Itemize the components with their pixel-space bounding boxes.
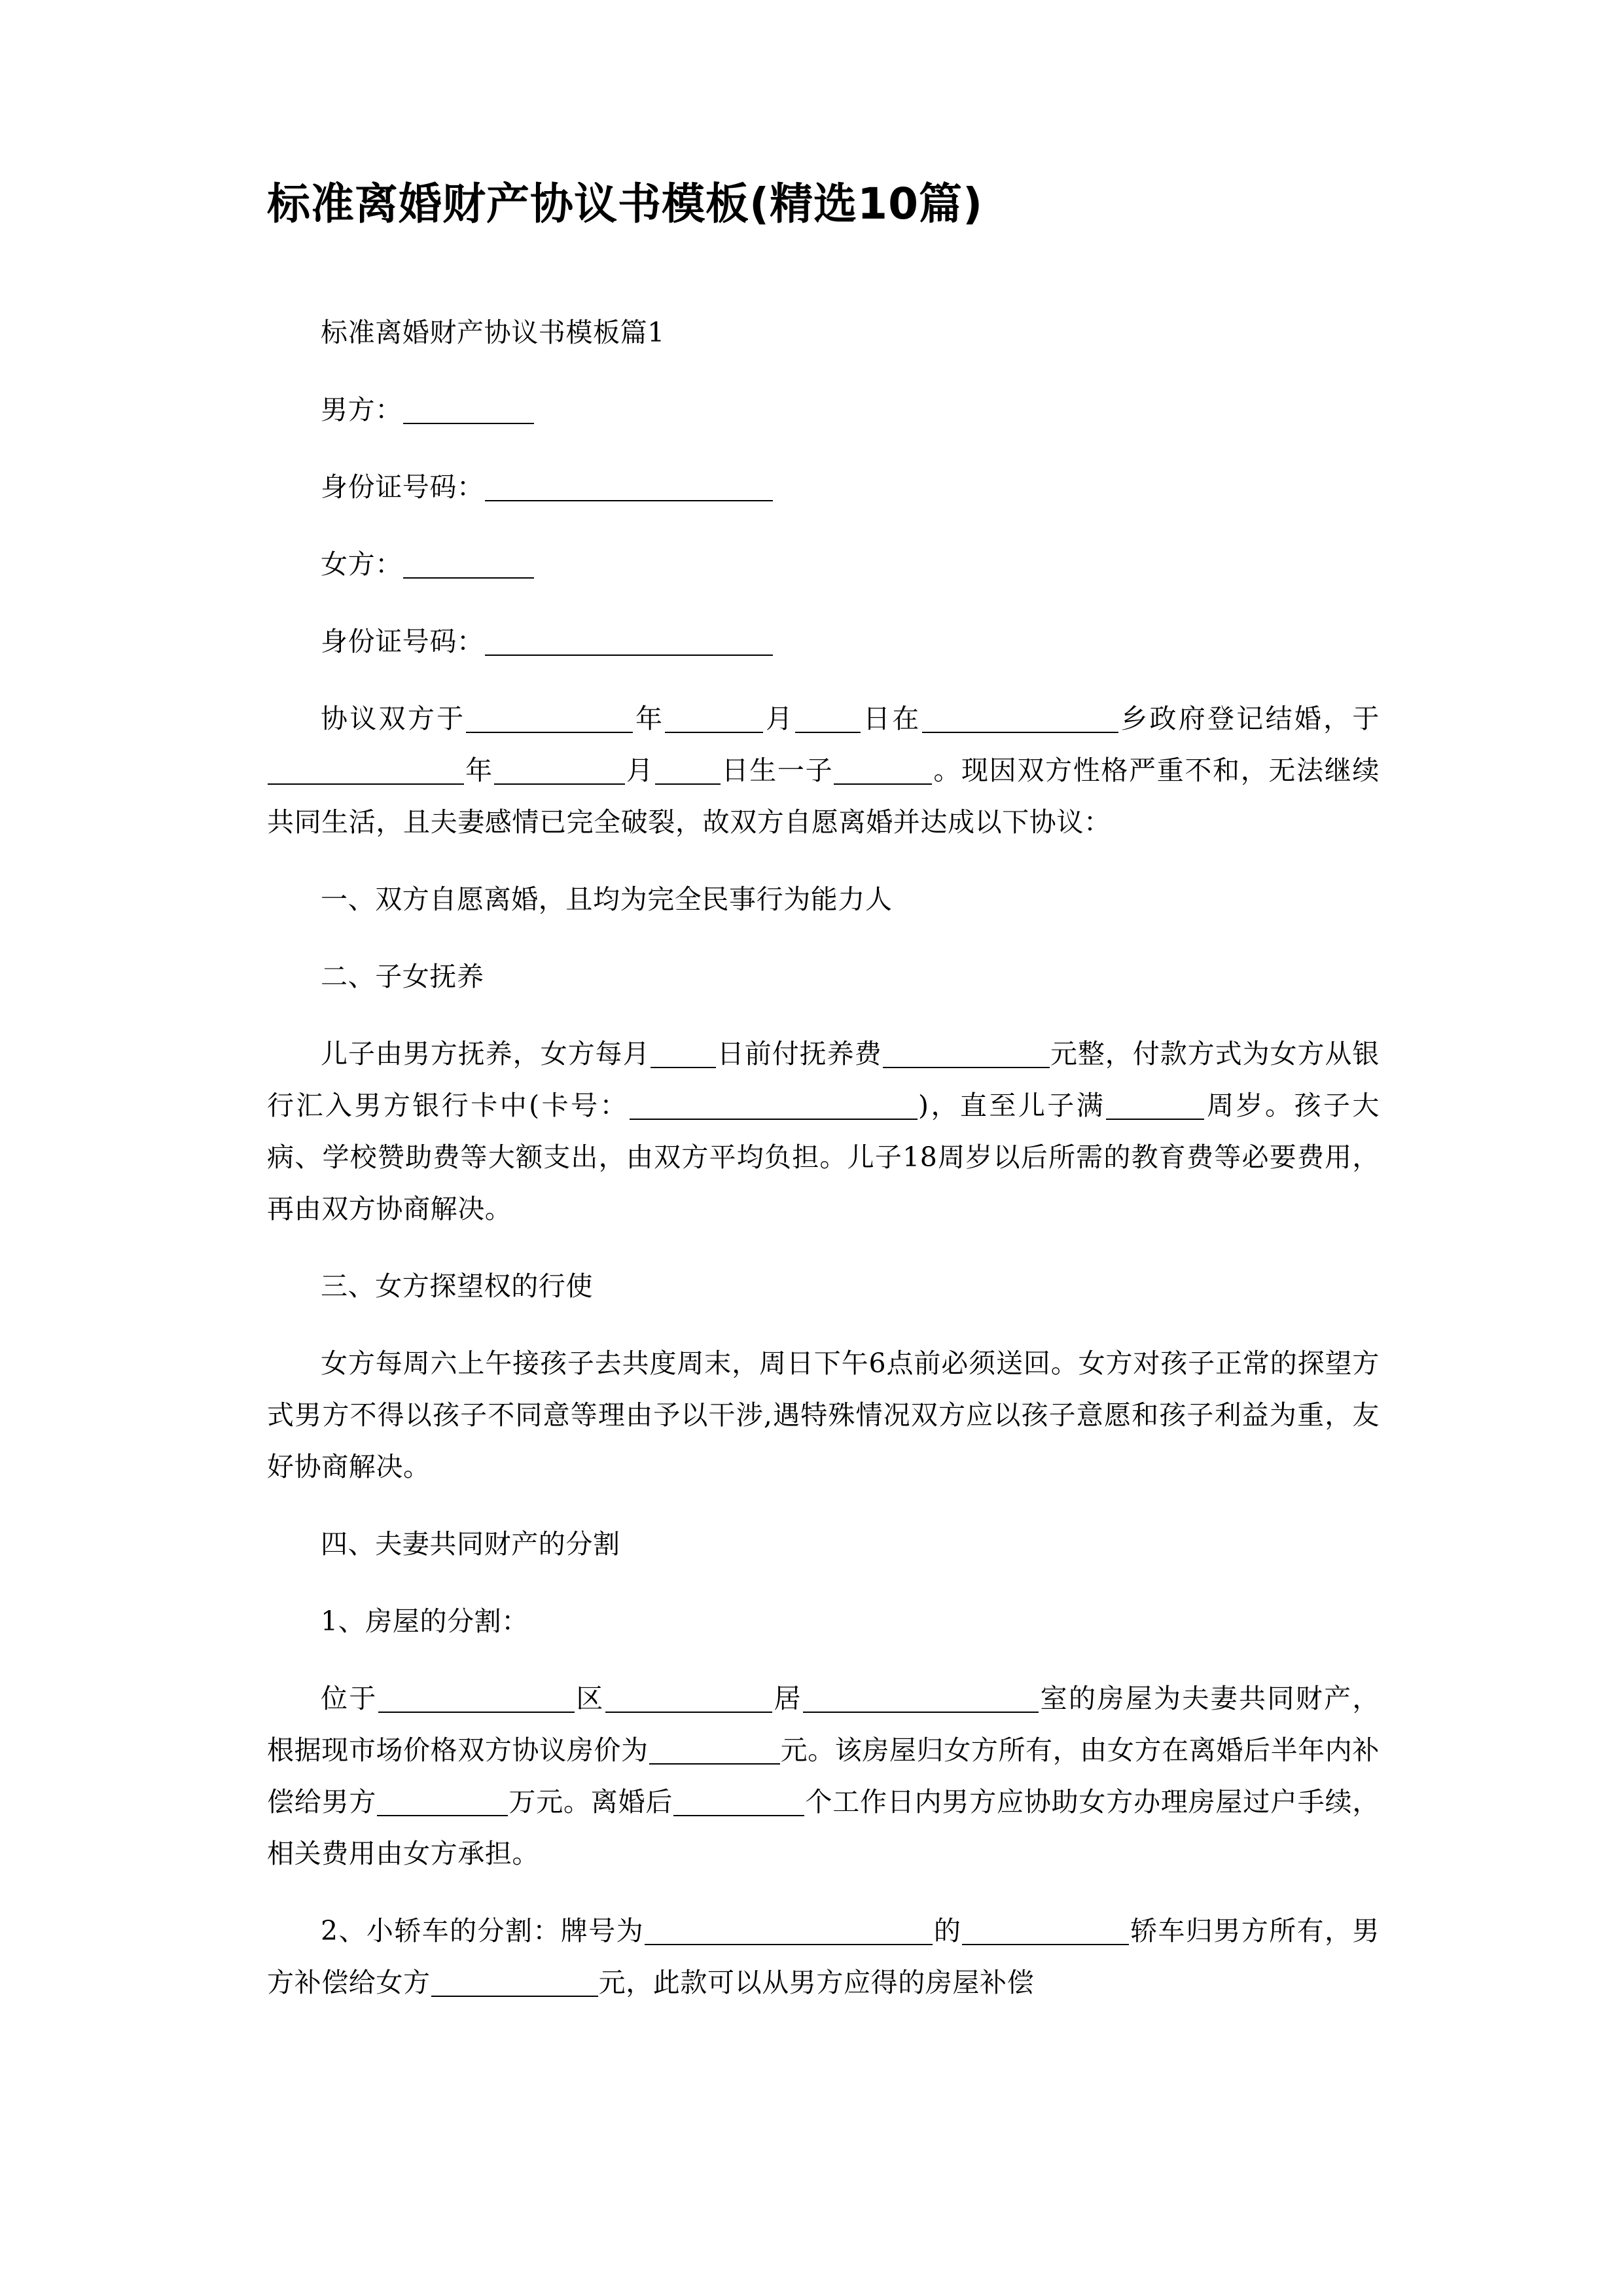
house-compensation-blank[interactable] (377, 1787, 508, 1816)
female-party-line: 女方： (267, 539, 1380, 590)
female-id-blank[interactable] (485, 627, 773, 656)
support-amount-blank[interactable] (883, 1039, 1050, 1068)
female-id-line: 身份证号码： (267, 616, 1380, 668)
birth-year-blank[interactable] (268, 756, 464, 785)
male-id-blank[interactable] (485, 473, 773, 501)
transfer-days-blank[interactable] (673, 1787, 804, 1816)
document-body (267, 307, 1380, 2009)
marriage-year-blank[interactable] (466, 704, 633, 733)
female-name-blank[interactable] (403, 550, 534, 579)
car-compensation-blank[interactable] (431, 1968, 598, 1997)
house-price-blank[interactable] (649, 1736, 780, 1765)
support-day-blank[interactable] (651, 1039, 716, 1068)
car-plate-blank[interactable] (645, 1916, 933, 1945)
section-heading: 标准离婚财产协议书模板篇1 (321, 317, 665, 349)
clause-2-body: 儿子由男方抚养，女方每月 日前付抚养费 元整，付款方式为女方从银行汇入男方银行卡中(卡号： )，直至儿子满 周岁。孩子大病、学校赞助费等大额支出，由双方平均负担。儿子18周岁以后所需的教育费等必要费用，再由双方协商解决。 (267, 1038, 1380, 1225)
child-age-blank[interactable] (1106, 1091, 1204, 1120)
birth-day-blank[interactable] (655, 756, 721, 785)
page-title: 标准离婚财产协议书模板(精选10篇) (267, 179, 984, 229)
male-name-blank[interactable] (403, 395, 534, 424)
marriage-place-blank[interactable] (922, 704, 1118, 733)
child-name-blank[interactable] (834, 756, 932, 785)
male-id-line: 身份证号码： (267, 461, 1380, 513)
male-party-line: 男方： (267, 384, 1380, 436)
marriage-registration-paragraph: 协议双方于 年 月 日在 乡政府登记结婚，于年 月 日生一子 。现因双方性格严重不和，无法继续共同生活，且夫妻感情已完全破裂，故双方自愿离婚并达成以下协议： (267, 703, 1380, 838)
clause-2-title: 二、子女抚养 (321, 961, 484, 993)
clause-1: 一、双方自愿离婚，且均为完全民事行为能力人 (321, 884, 893, 916)
house-room-blank[interactable] (803, 1684, 1039, 1713)
house-district-blank[interactable] (378, 1684, 575, 1713)
house-division-paragraph: 位于 区 居 室的房屋为夫妻共同财产，根据现市场价格双方协议房价为 元。该房屋归女方所有，由女方在离婚后半年内补偿给男方 万元。离婚后 个工作日内男方应协助女方办理房屋过户手续，相关费用由女方承担。 (267, 1683, 1380, 1870)
car-division-paragraph: 2、小轿车的分割：牌号为 的 轿车归男方所有，男方补偿给女方 元，此款可以从男方应得的房屋补偿 (267, 1915, 1380, 1999)
car-model-blank[interactable] (962, 1916, 1129, 1945)
document-content (267, 0, 1380, 2034)
clause-3-body: 女方每周六上午接孩子去共度周末，周日下午6点前必须送回。女方对孩子正常的探望方式男方不得以孩子不同意等理由予以干涉,遇特殊情况双方应以孩子意愿和孩子利益为重，友好协商解决。 (267, 1348, 1380, 1483)
bank-card-blank[interactable] (630, 1091, 918, 1120)
marriage-day-blank[interactable] (795, 704, 861, 733)
house-community-blank[interactable] (605, 1684, 772, 1713)
marriage-month-blank[interactable] (665, 704, 763, 733)
birth-month-blank[interactable] (494, 756, 625, 785)
clause-4-1-title: 1、房屋的分割： (321, 1605, 529, 1638)
clause-3-title: 三、女方探望权的行使 (321, 1270, 593, 1302)
clause-4-title: 四、夫妻共同财产的分割 (321, 1528, 620, 1560)
